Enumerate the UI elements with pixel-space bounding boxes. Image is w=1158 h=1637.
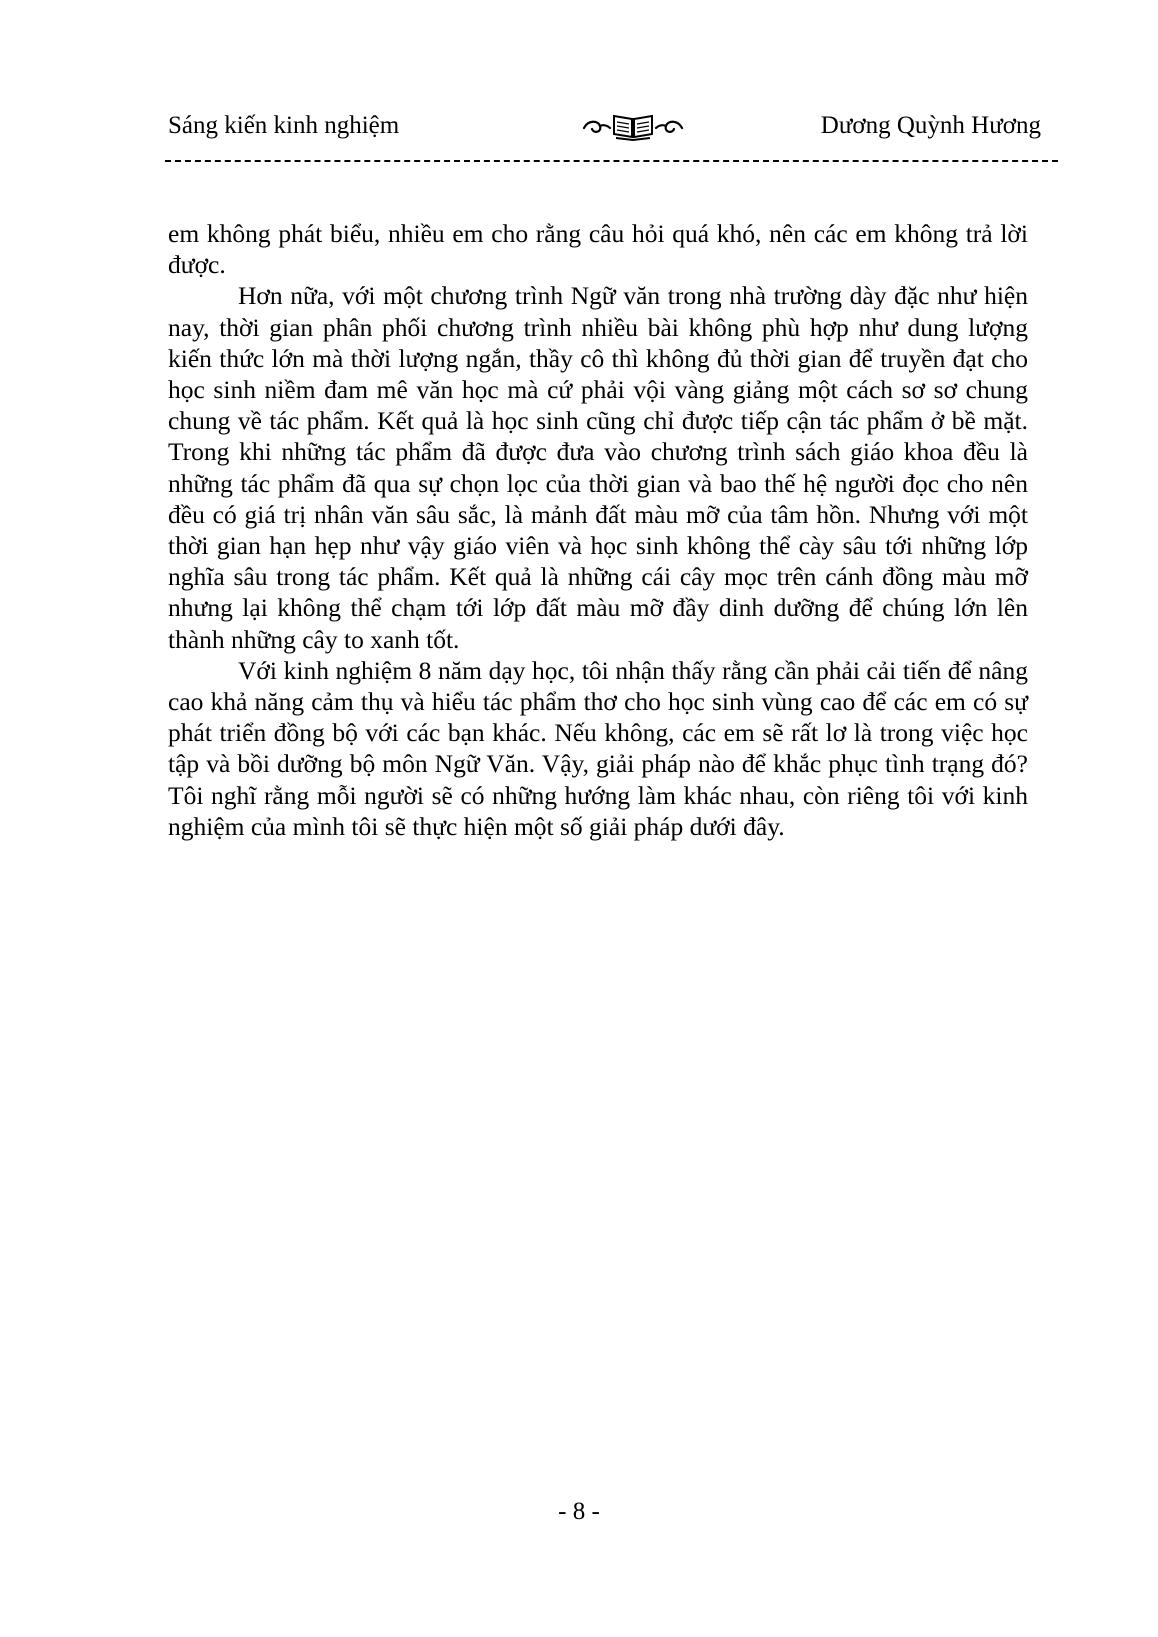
page-number: - 8 - bbox=[558, 1498, 600, 1525]
paragraph-2: Hơn nữa, với một chương trình Ngữ văn trong nhà trường dày đặc như hiện nay, thời gian phân phối chương trình nhiều bài không phù hợp như dung lượng kiến thức lớn mà thời lượng ngắn, thầy cô thì không đủ thời gian để truyền đạt cho học sinh niềm đam mê văn học mà cứ phải vội vàng giảng một cách sơ sơ chung chung về tác phẩm. Kết quả là học sinh cũng chỉ được tiếp cận tác phẩm ở bề mặt. Trong khi những tác phẩm đã được đưa vào chương trình sách giáo khoa đều là những tác phẩm đã qua sự chọn lọc của thời gian và bao thế hệ người đọc cho nên đều có giá trị nhân văn sâu sắc, là mảnh đất màu mỡ của tâm hồn. Nhưng với một thời gian hạn hẹp như vậy giáo viên và học sinh không thể cày sâu tới những lớp nghĩa sâu trong tác phẩm. Kết quả là những cái cây mọc trên cánh đồng màu mỡ nhưng lại không thể chạm tới lớp đất màu mỡ đầy dinh dưỡng để chúng lớn lên thành những cây to xanh tốt. bbox=[168, 281, 1028, 654]
header-title: Sáng kiến kinh nghiệm bbox=[168, 112, 400, 139]
page-header bbox=[168, 106, 1055, 146]
header-author: Dương Quỳnh Hương bbox=[820, 112, 1041, 139]
header-divider bbox=[165, 160, 1058, 162]
book-ornament-icon bbox=[578, 106, 688, 146]
paragraph-1: em không phát biểu, nhiều em cho rằng câu hỏi quá khó, nên các em không trả lời được. bbox=[168, 219, 1028, 280]
body-content bbox=[168, 218, 1028, 842]
paragraph-3: Với kinh nghiệm 8 năm dạy học, tôi nhận thấy rằng cần phải cải tiến để nâng cao khả năng cảm thụ và hiểu tác phẩm thơ cho học sinh vùng cao để các em có sự phát triển đồng bộ với các bạn khác. Nếu không, các em sẽ rất lơ là trong việc học tập và bồi dưỡng bộ môn Ngữ Văn. Vậy, giải pháp nào để khắc phục tình trạng đó? Tôi nghĩ rằng mỗi người sẽ có những hướng làm khác nhau, còn riêng tôi với kinh nghiệm của mình tôi sẽ thực hiện một số giải pháp dưới đây. bbox=[168, 655, 1028, 841]
